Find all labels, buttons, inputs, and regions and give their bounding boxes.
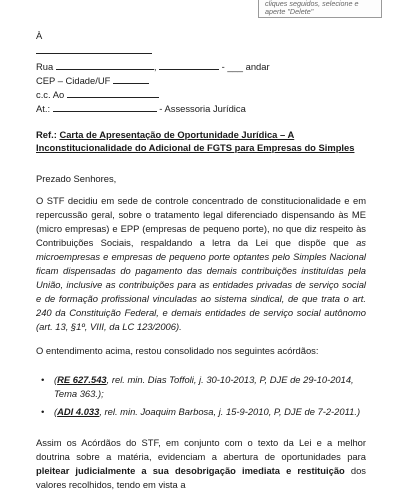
- at-label: At.:: [36, 103, 51, 114]
- reference-title: Carta de Apresentação de Oportunidade Jurídica – A Inconstitucionalidade do Adicional de FGTS para Empresas do Simples: [36, 129, 355, 153]
- at-underline: [53, 102, 157, 112]
- at-line: [36, 102, 246, 115]
- paragraph-opportunity-end: dos valores recolhidos, tendo em vista a: [36, 465, 366, 490]
- attn-prefix: c.c.: [36, 89, 51, 100]
- attn-label: Ao: [52, 89, 65, 100]
- paragraph-opportunity-text: Assim os Acórdãos do STF, em conjunto com o texto da Lei e a melhor doutrina sobre a matéria, evidenciam a abertura de oportunidades para: [36, 437, 366, 462]
- street-underline: [56, 60, 154, 70]
- paragraph-stf-decision: [36, 194, 366, 334]
- instruction-note-text: cliques seguidos, selecione e aperte "Delete": [265, 0, 359, 16]
- addressee-line: [36, 30, 42, 42]
- case-list: [36, 373, 366, 423]
- street-sep: ,: [153, 61, 157, 72]
- reference-heading: [36, 128, 366, 154]
- floor-suffix: - ___ andar: [221, 61, 270, 72]
- bullet-icon: •: [41, 406, 45, 417]
- addressee-underline: [36, 44, 152, 54]
- street-label: Rua: [36, 61, 54, 72]
- instruction-note: [258, 0, 382, 18]
- greeting: Prezado Senhores,: [36, 173, 117, 184]
- street-line: [36, 60, 270, 73]
- paragraph-stf-decision-quote: as microempresas e empresas de pequeno porte optantes pelo Simples Nacional ficam dispensadas do pagamento das demais contribuições instituídas pela União, inclusive as contribuições para as entidades privadas de serviço social e de formação profissional vinculadas ao sistema sindical, de que trata o art. 240 da Constituição Federal, e demais entidades de serviço social autônomo (art. 13, §1º, VIII, da LC 123/2006).: [36, 237, 366, 332]
- case-open: (: [54, 374, 58, 385]
- case-item: [36, 405, 366, 419]
- addressee-blank: [36, 44, 152, 57]
- addressee-label: À: [36, 30, 43, 41]
- attn-underline: [67, 88, 159, 98]
- paragraph-opportunity: [36, 436, 366, 492]
- case-reference: ADI 4.033: [57, 406, 100, 417]
- case-details: , rel. min. Joaquim Barbosa, j. 15-9-2010, P, DJE de 7-2-2011.): [99, 406, 361, 417]
- case-reference: RE 627.543: [57, 374, 107, 385]
- reference-prefix: Ref.:: [36, 129, 57, 140]
- department-label: - Assessoria Jurídica: [159, 103, 246, 114]
- paragraph-consolidated: O entendimento acima, restou consolidado nos seguintes acórdãos:: [36, 345, 319, 356]
- case-item: [36, 373, 366, 401]
- attn-line: [36, 88, 159, 101]
- cep-line: [36, 74, 149, 87]
- cep-underline: [113, 74, 149, 84]
- paragraph-stf-decision-text: O STF decidiu em sede de controle concentrado de constitucionalidade e em repercussão geral, sobre o tratamento legal diferenciado dispensando às ME (micro empresas) e EPP (empresas de pequeno porte), no que diz respeito às Contribuições Sociais, respaldando a letra da Lei que dispõe que: [36, 195, 366, 248]
- bullet-icon: •: [41, 374, 45, 385]
- number-underline: [159, 60, 219, 70]
- case-details: , rel. min. Dias Toffoli, j. 30-10-2013, P, DJE de 29-10-2014, Tema 363.);: [54, 374, 354, 399]
- paragraph-opportunity-highlight: pleitear judicialmente a sua desobrigação imediata e restituição: [36, 465, 345, 476]
- case-open: (: [54, 406, 58, 417]
- cep-label: CEP – Cidade/UF: [36, 75, 111, 86]
